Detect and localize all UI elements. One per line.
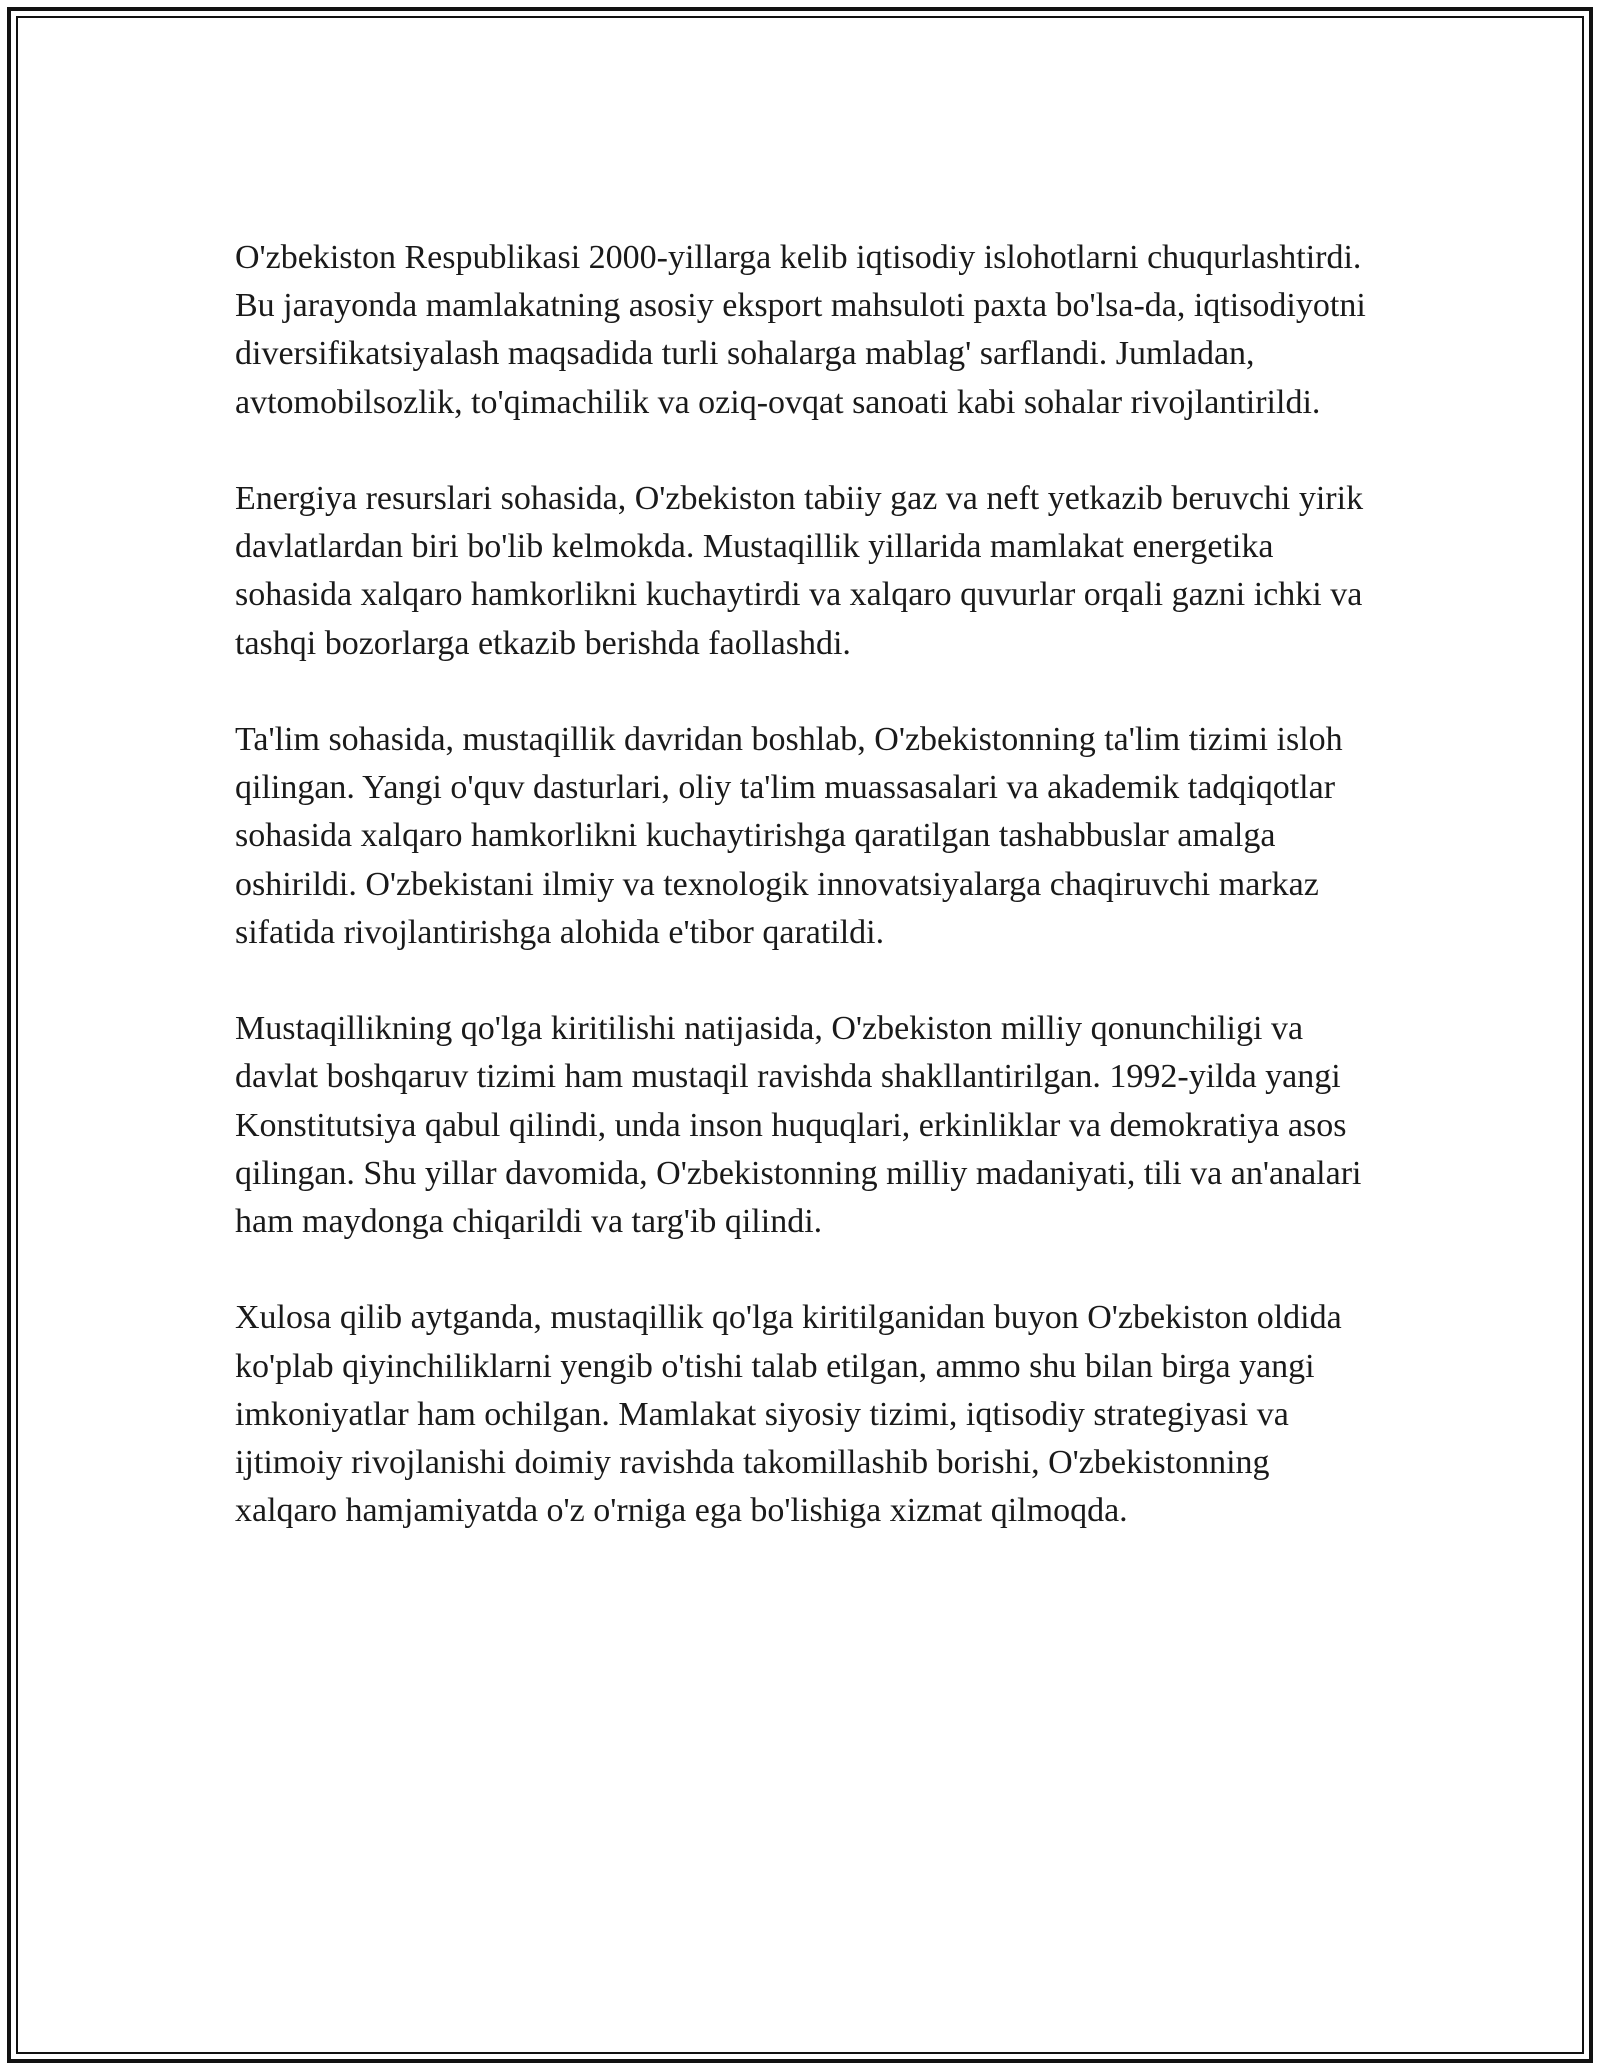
paragraph-governance: Mustaqillikning qo'lga kiritilishi natijasida, O'zbekiston milliy qonunchiligi va davlat boshqaruv tizimi ham mustaqil ravishda shakllantirilgan. 1992-yilda yangi Konstitutsiya qabul qilindi, unda inson huquqlari, erkinliklar va demokratiya asos qilingan. Shu yillar davomida, O'zbekistonning milliy madaniyati, tili va an'analari ham maydonga chiqarildi va targ'ib qilindi. bbox=[235, 1010, 1362, 1241]
paragraph-education: Ta'lim sohasida, mustaqillik davridan boshlab, O'zbekistonning ta'lim tizimi isloh qilingan. Yangi o'quv dasturlari, oliy ta'lim muassasalari va akademik tadqiqotlar sohasida xalqaro hamkorlikni kuchaytirishga qaratilgan tashabbuslar amalga oshirildi. O'zbekistani ilmiy va texnologik innovatsiyalarga chaqiruvchi markaz sifatida rivojlantirishga alohida e'tibor qaratildi. bbox=[235, 721, 1343, 951]
paragraph-conclusion: Xulosa qilib aytganda, mustaqillik qo'lga kiritilganidan buyon O'zbekiston oldida ko'plab qiyinchiliklarni yengib o'tishi talab etilgan, ammo shu bilan birga yangi imkoniyatlar ham ochilgan. Mamlakat siyosiy tizimi, iqtisodiy strategiyasi va ijtimoiy rivojlanishi doimiy ravishda takomillashib borishi, O'zbekistonning xalqaro hamjamiyatda o'z o'rniga ega bo'lishiga xizmat qilmoqda. bbox=[235, 1299, 1342, 1530]
paragraph-energy: Energiya resurslari sohasida, O'zbekiston tabiiy gaz va neft yetkazib beruvchi yirik davlatlardan biri bo'lib kelmokda. Mustaqillik yillarida mamlakat energetika sohasida xalqaro hamkorlikni kuchaytirdi va xalqaro quvurlar orqali gazni ichki va tashqi bozorlarga etkazib berishda faollashdi. bbox=[235, 480, 1364, 662]
document-body bbox=[235, 234, 1375, 1584]
paragraph-economy: O'zbekiston Respublikasi 2000-yillarga kelib iqtisodiy islohotlarni chuqurlashtirdi. Bu jarayonda mamlakatning asosiy eksport mahsuloti paxta bo'lsa-da, iqtisodiyotni diversifikatsiyalash maqsadida turli sohalarga mablag' sarflandi. Jumladan, avtomobilsozlik, to'qimachilik va oziq-ovqat sanoati kabi sohalar rivojlantirildi. bbox=[235, 239, 1366, 421]
